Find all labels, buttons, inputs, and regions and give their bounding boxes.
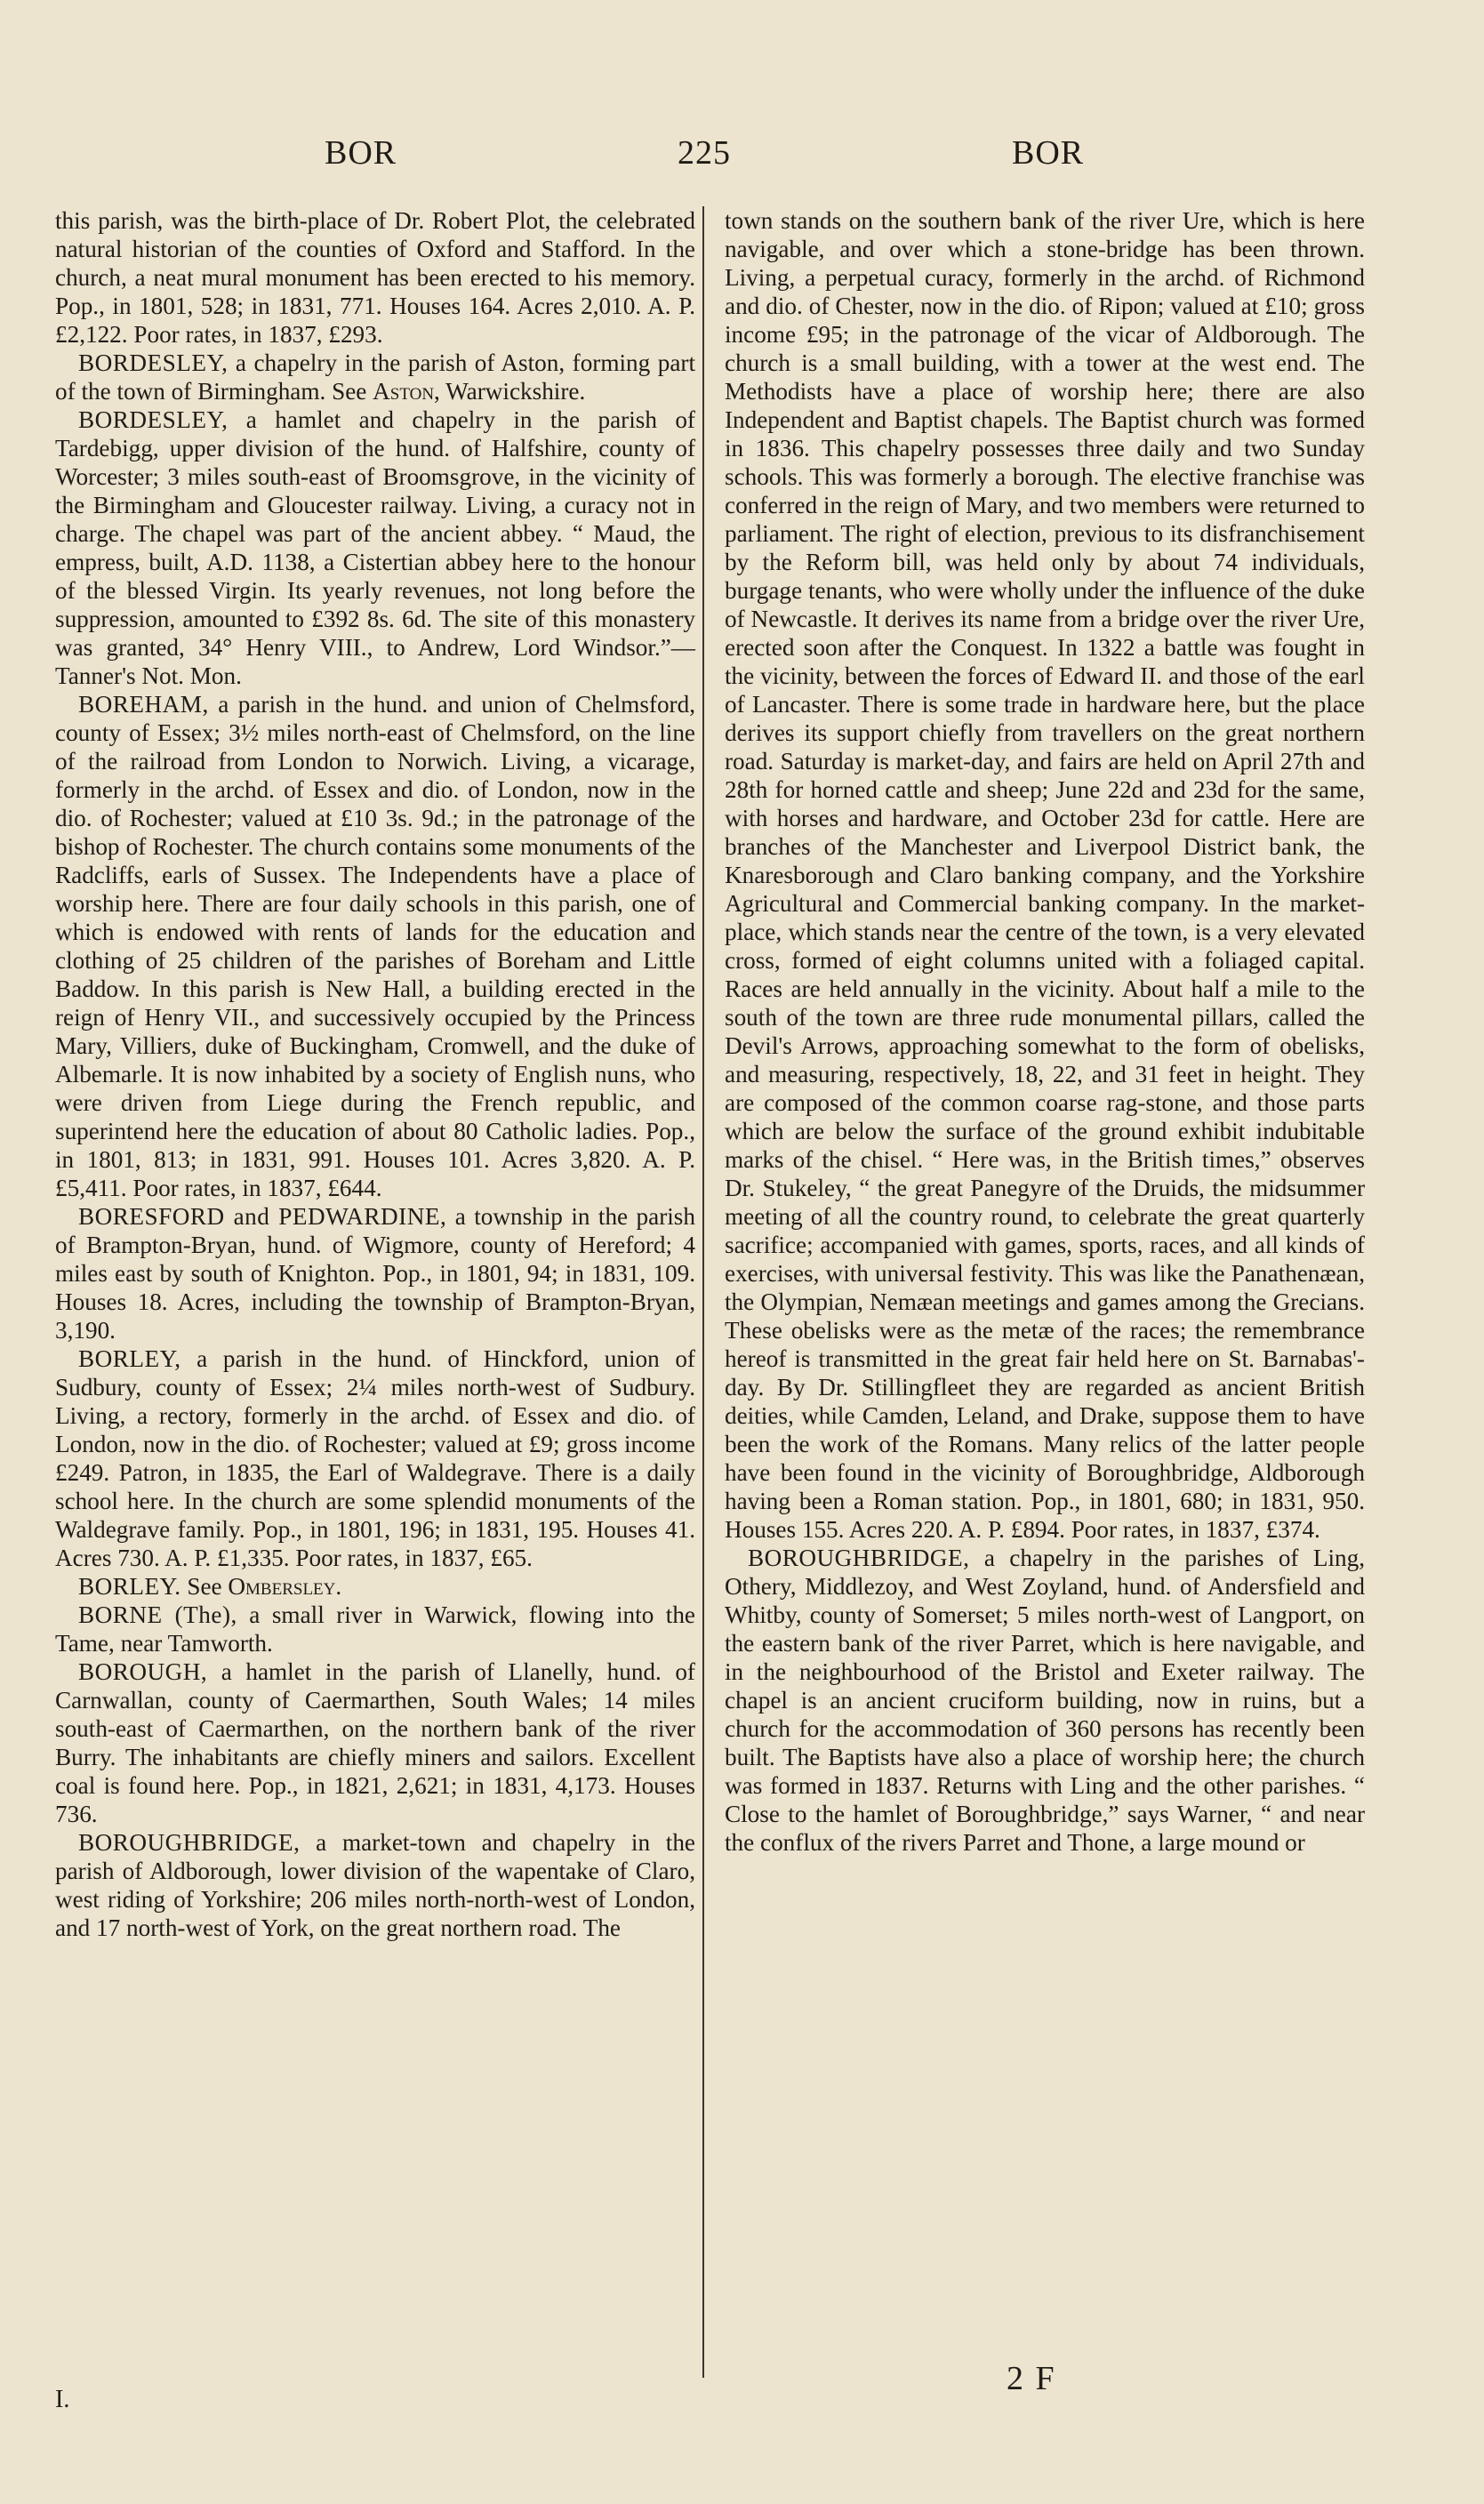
gazetteer-entry: [55, 690, 695, 1202]
cross-reference: Aston,: [373, 378, 440, 405]
cross-reference: Ombersley.: [228, 1573, 342, 1600]
gazetteer-entry: [55, 1572, 695, 1601]
entry-headword: BORLEY,: [78, 1345, 181, 1372]
entry-text: a hamlet and chapelry in the parish of Tardebigg, upper division of the hund. of Halfshire, county of Worcester; 3 miles south-east of Broomsgrove, in the vicinity of the Birmingham and Gloucester railway. Living, a curacy not in charge. The chapel was part of the ancient abbey. “ Maud, the empress, built, A.D. 1138, a Cistertian abbey here to the honour of the blessed Virgin. Its yearly revenues, not long before the suppression, amounted to £392 8s. 6d. The site of this monastery was granted, 34° Henry VIII., to Andrew, Lord Windsor.”—Tanner's Not. Mon.: [55, 406, 695, 689]
gathering-signature: 2 F: [1007, 2360, 1056, 2397]
entry-text: See: [180, 1573, 229, 1600]
entry-headword: BORDESLEY,: [78, 349, 229, 376]
entry-text: a chapelry in the parish of Aston, forming part of the town of Birmingham. See: [55, 349, 695, 405]
entry-text: a parish in the hund. of Hinckford, union of Sudbury, county of Essex; 2¼ miles north-west of Sudbury. Living, a rectory, formerly in the archd. of Essex and dio. of London, now in the dio. of Rochester; valued at £9; gross income £249. Patron, in 1835, the Earl of Waldegrave. There is a daily school here. In the church are some splendid monuments of the Waldegrave family. Pop., in 1801, 196; in 1831, 195. Houses 41. Acres 730. A. P. £1,335. Poor rates, in 1837, £65.: [55, 1345, 695, 1571]
entry-text: a chapelry in the parishes of Ling, Othery, Middlezoy, and West Zoyland, hund. of Andersfield and Whitby, county of Somerset; 5 miles north-west of Langport, on the eastern bank of the river Parret, which is here navigable, and in the neighbourhood of the Bristol and Exeter railway. The chapel is an ancient cruciform building, now in ruins, but a church for the accommodation of 360 persons has recently been built. The Baptists have also a place of worship here; the church was formed in 1837. Returns with Ling and the other parishes. “ Close to the hamlet of Boroughbridge,” says Warner, “ and near the conflux of the rivers Parret and Thone, a large mound or: [725, 1545, 1365, 1856]
gazetteer-entry: [55, 1601, 695, 1657]
column-divider: [702, 206, 704, 2378]
gazetteer-entry: [55, 1344, 695, 1572]
entry-text: a small river in Warwick, flowing into the Tame, near Tamworth.: [55, 1601, 695, 1657]
entry-text: a parish in the hund. and union of Chelmsford, county of Essex; 3½ miles north-east of Chelmsford, on the line of the railroad from London to Norwich. Living, a vicarage, formerly in the archd. of Essex and dio. of London, now in the dio. of Rochester; valued at £10 3s. 9d.; in the patronage of the bishop of Rochester. The church contains some monuments of the Radcliffs, earls of Sussex. The Independents have a place of worship here. There are four daily schools in this parish, one of which is endowed with rents of lands for the education and clothing of 25 children of the parishes of Boreham and Little Baddow. In this parish is New Hall, a building erected in the reign of Henry VII., and successively occupied by the Princess Mary, Villiers, duke of Buckingham, Cromwell, and the duke of Albemarle. It is now inhabited by a society of English nuns, who were driven from Liege during the French republic, and superintend here the education of about 80 Catholic ladies. Pop., in 1801, 813; in 1831, 991. Houses 101. Acres 3,820. A. P. £5,411. Poor rates, in 1837, £644.: [55, 691, 695, 1201]
entry-headword: BORDESLEY,: [78, 406, 229, 433]
gazetteer-entry: [55, 1828, 695, 1942]
entry-headword: BORNE (The),: [78, 1601, 237, 1628]
entry-headword: BOROUGH,: [78, 1658, 208, 1685]
gazetteer-entry: [55, 405, 695, 690]
page-number: 225: [678, 134, 731, 172]
entry-text: a market-town and chapelry in the parish of Aldborough, lower division of the wapentake of Claro, west riding of Yorkshire; 206 miles north-north-west of London, and 17 north-west of York, on the great northern road. The: [55, 1829, 695, 1941]
entry-text: a hamlet in the parish of Llanelly, hund. of Carnwallan, county of Caermarthen, South Wales; 14 miles south-east of Caermarthen, on the northern bank of the river Burry. The inhabitants are chiefly miners and sailors. Excellent coal is found here. Pop., in 1821, 2,621; in 1831, 4,173. Houses 736.: [55, 1658, 695, 1827]
volume-signature: I.: [55, 2386, 70, 2413]
entry-headword: BOREHAM,: [78, 691, 209, 718]
entry-headword: BOROUGHBRIDGE,: [748, 1545, 970, 1571]
continued-text: this parish, was the birth-place of Dr. Robert Plot, the celebrated natural historian of the counties of Oxford and Stafford. In the church, a neat mural monument has been erected to his memory. Pop., in 1801, 528; in 1831, 771. Houses 164. Acres 2,010. A. P. £2,122. Poor rates, in 1837, £293.: [55, 207, 695, 348]
entry-headword: BORESFORD and PEDWARDINE,: [78, 1203, 447, 1230]
gazetteer-entry: [55, 349, 695, 405]
running-head-left: BOR: [325, 134, 397, 172]
entry-headword: BORLEY.: [78, 1573, 181, 1600]
left-column: [55, 206, 695, 1942]
entry-headword: BOROUGHBRIDGE,: [78, 1829, 301, 1856]
gazetteer-entry: [725, 1544, 1365, 1857]
continued-text: town stands on the southern bank of the river Ure, which is here navigable, and over which a stone-bridge has been thrown. Living, a perpetual curacy, formerly in the archd. of Richmond and dio. of Chester, now in the dio. of Ripon; valued at £10; gross income £95; in the patronage of the vicar of Aldborough. The church is a small building, with a tower at the west end. The Methodists have a place of worship here; there are also Independent and Baptist chapels. The Baptist church was formed in 1836. This chapelry possesses three daily and two Sunday schools. This was formerly a borough. The elective franchise was conferred in the reign of Mary, and two members were returned to parliament. The right of election, previous to its disfranchisement by the Reform bill, was held only by about 74 individuals, burgage tenants, who were wholly under the influence of the duke of Newcastle. It derives its name from a bridge over the river Ure, erected soon after the Conquest. In 1322 a battle was fought in the vicinity, between the forces of Edward II. and those of the earl of Lancaster. There is some trade in hardware here, but the place derives its support chiefly from travellers on the great northern road. Saturday is market-day, and fairs are held on April 27th and 28th for horned cattle and sheep; June 22d and 23d for the same, with horses and hardware, and October 23d for cattle. Here are branches of the Manchester and Liverpool District bank, the Knaresborough and Claro banking company, and the Yorkshire Agricultural and Commercial banking company. In the market-place, which stands near the centre of the town, is a very elevated cross, formed of eight columns united with a foliaged capital. Races are held annually in the vicinity. About half a mile to the south of the town are three rude monumental pillars, called the Devil's Arrows, approaching somewhat to the form of obelisks, and measuring, respectively, 18, 22, and 31 feet in height. They are composed of the common coarse rag-stone, and those parts which are below the surface of the ground exhibit indubitable marks of the chisel. “ Here was, in the British times,” observes Dr. Stukeley, “ the great Panegyre of the Druids, the midsummer meeting of all the country round, to celebrate the great quarterly sacrifice; accompanied with games, sports, races, and all kinds of exercises, with universal festivity. This was like the Panathenæan, the Olympian, Nemæan meetings and games among the Grecians. These obelisks were as the metæ of the races; the remembrance hereof is transmitted in the great fair held here on St. Barnabas'-day. By Dr. Stillingfleet they are regarded as ancient British deities, while Camden, Leland, and Drake, suppose them to have been the work of the Romans. Many relics of the latter people have been found in the vicinity of Boroughbridge, Aldborough having been a Roman station. Pop., in 1801, 680; in 1831, 950. Houses 155. Acres 220. A. P. £894. Poor rates, in 1837, £374.: [725, 207, 1365, 1543]
entry-text: a township in the parish of Brampton-Bryan, hund. of Wigmore, county of Hereford; 4 miles east by south of Knighton. Pop., in 1801, 94; in 1831, 109. Houses 18. Acres, including the township of Brampton-Bryan, 3,190.: [55, 1203, 695, 1344]
running-head-right: BOR: [1012, 134, 1085, 172]
gazetteer-entry: [55, 1657, 695, 1828]
entry-text-after: Warwickshire.: [439, 378, 586, 405]
right-column: [725, 206, 1365, 1857]
gazetteer-entry: [55, 1202, 695, 1344]
